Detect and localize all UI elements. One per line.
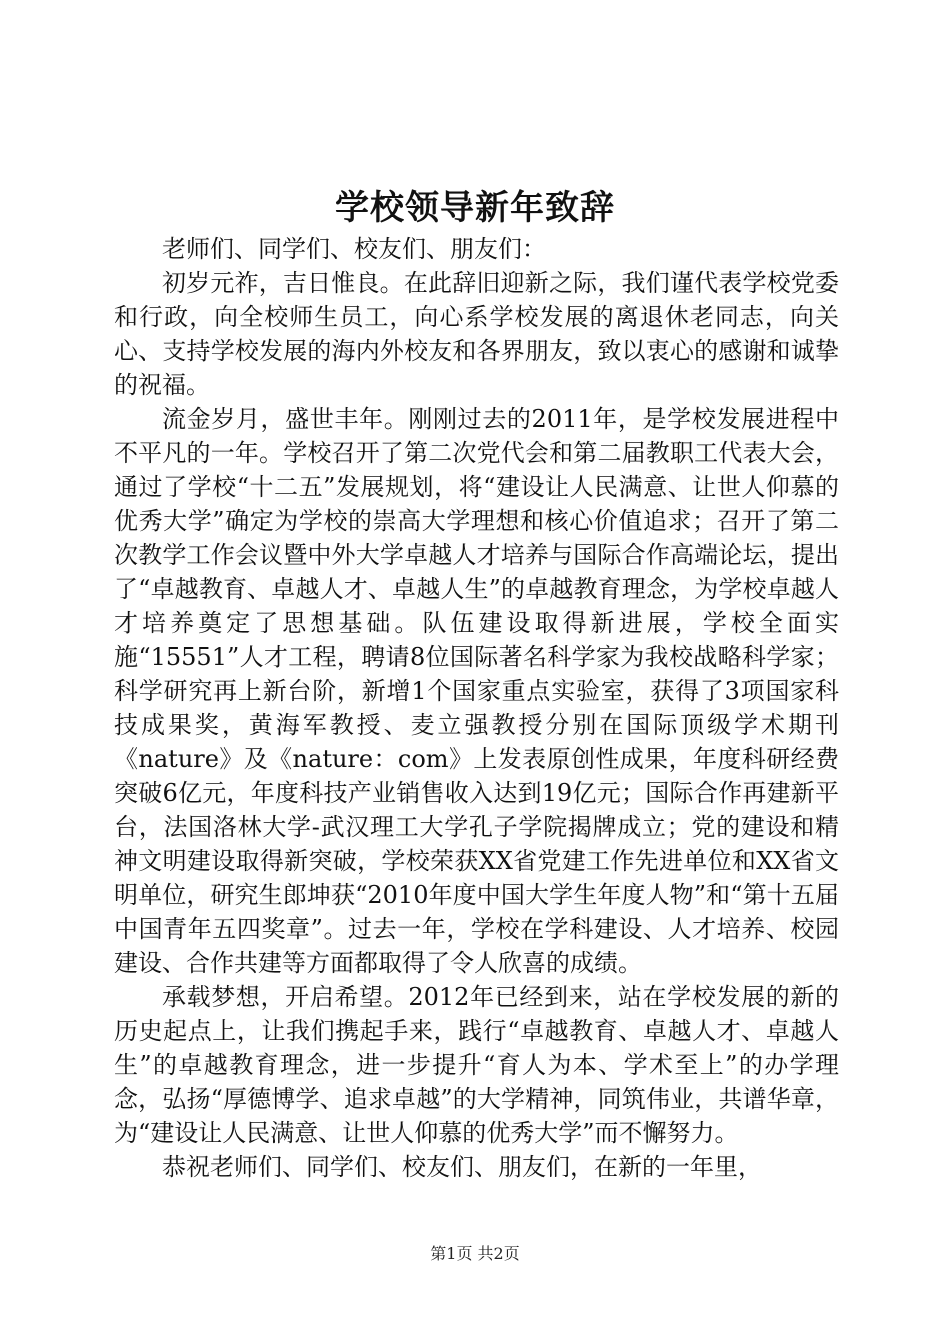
salutation: 老师们、同学们、校友们、朋友们： <box>162 235 546 263</box>
paragraph-1: 初岁元祚，吉日惟良。在此辞旧迎新之际，我们谨代表学校党委和行政，向全校师生员工，向心系学校发展的离退休老同志，向关心、支持学校发展的海内外校友和各界朋友，致以衷心的感谢和诚挚的祝福。 <box>114 269 839 399</box>
paragraph-3: 承载梦想，开启希望。2012年已经到来，站在学校发展的新的历史起点上，让我们携起手来，践行“卓越教育、卓越人才、卓越人生”的卓越教育理念，进一步提升“育人为本、学术至上”的办学理念，弘扬“厚德博学、追求卓越”的大学精神，同筑伟业，共谱华章，为“建设让人民满意、让世人仰慕的优秀大学”而不懈努力。 <box>114 983 839 1147</box>
paragraph-2: 流金岁月，盛世丰年。刚刚过去的2011年，是学校发展进程中不平凡的一年。学校召开了第二次党代会和第二届教职工代表大会，通过了学校“十二五”发展规划，将“建设让人民满意、让世人仰慕的优秀大学”确定为学校的崇高大学理想和核心价值追求；召开了第二次教学工作会议暨中外大学卓越人才培养与国际合作高端论坛，提出了“卓越教育、卓越人才、卓越人生”的卓越教育理念，为学校卓越人才培养奠定了思想基础。队伍建设取得新进展，学校全面实施“15551”人才工程，聘请8位国际著名科学家为我校战略科学家；科学研究再上新台阶，新增1个国家重点实验室，获得了3项国家科技成果奖，黄海军教授、麦立强教授分别在国际顶级学术期刊《nature》及《nature：com》上发表原创性成果，年度科研经费突破6亿元，年度科技产业销售收入达到19亿元；国际合作再建新平台，法国洛林大学-武汉理工大学孔子学院揭牌成立；党的建设和精神文明建设取得新突破，学校荣获XX省党建工作先进单位和XX省文明单位，研究生郎坤获“2010年度中国大学生年度人物”和“第十五届中国青年五四奖章”。过去一年，学校在学科建设、人才培养、校园建设、合作共建等方面都取得了令人欣喜的成绩。 <box>114 405 839 977</box>
document-title: 学校领导新年致辞 <box>335 188 615 228</box>
paragraph-4: 恭祝老师们、同学们、校友们、朋友们，在新的一年里， <box>162 1153 762 1181</box>
document-body <box>114 232 839 1184</box>
page-footer: 第1页 共2页 <box>430 1244 520 1263</box>
